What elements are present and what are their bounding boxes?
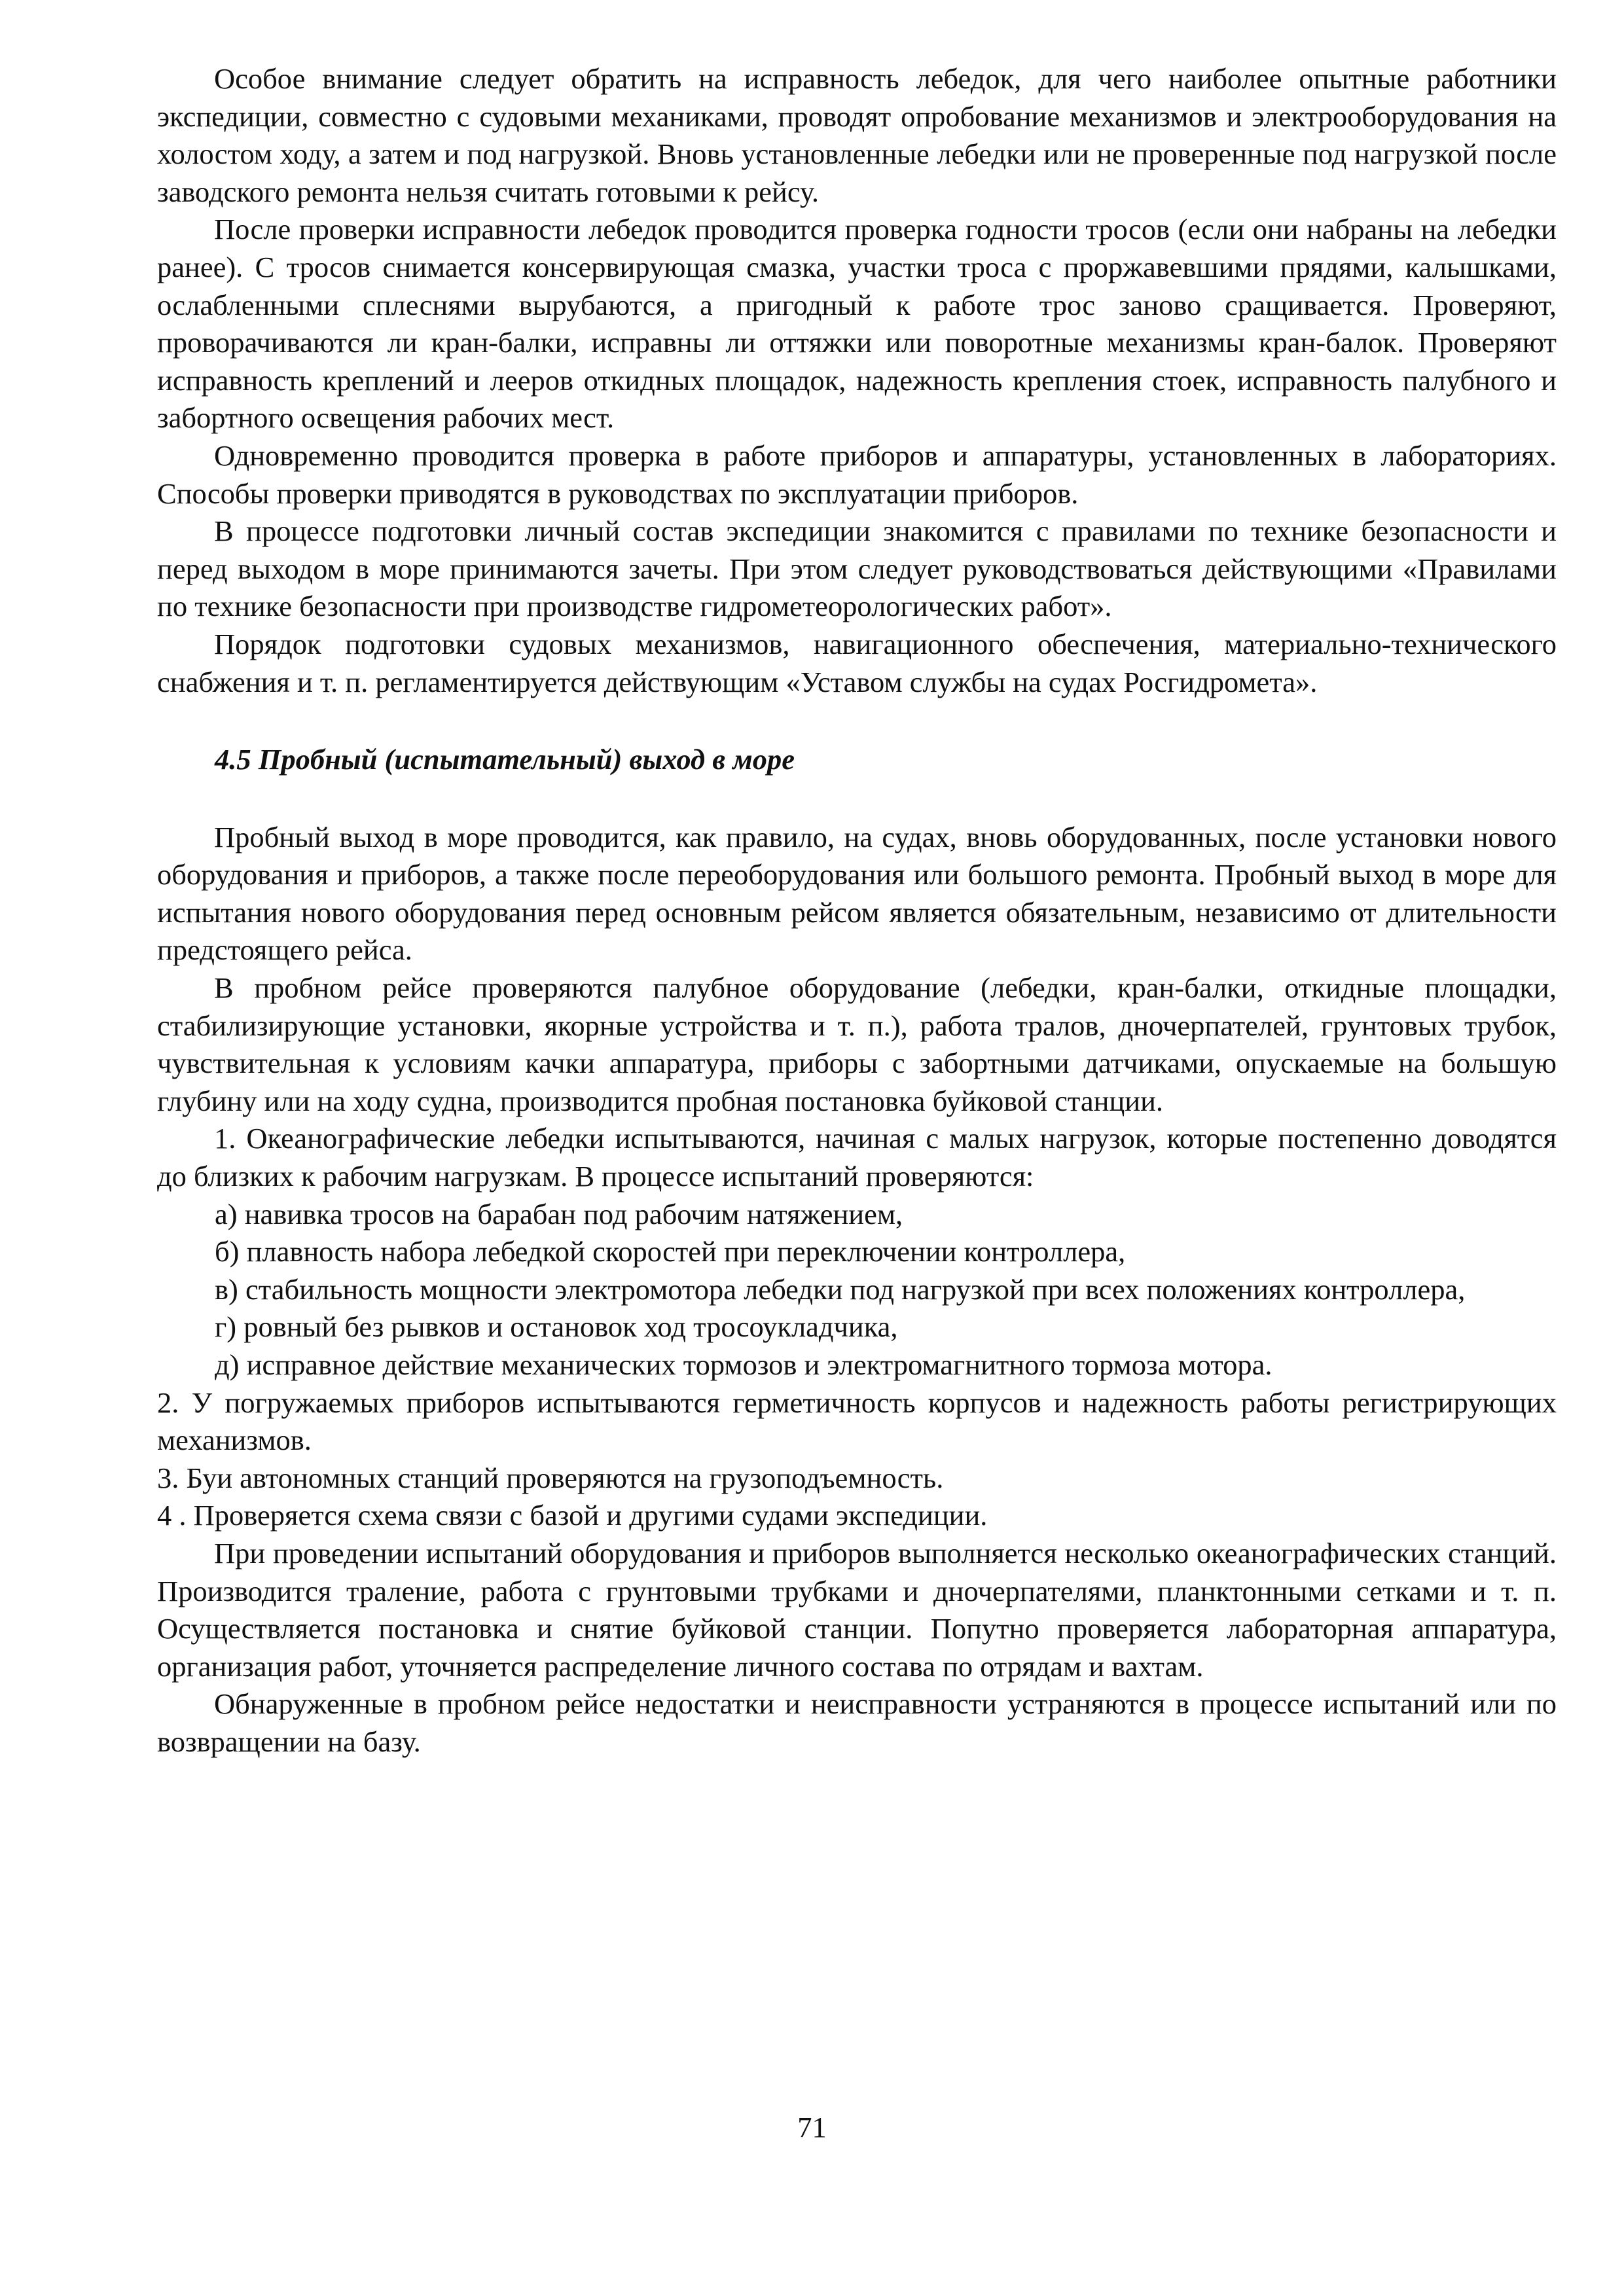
paragraph-trial-checks: В пробном рейсе проверяются палубное оборудование (лебедки, кран-балки, откидные площадки, стабилизирующие установки, якорные устройства и т. п.), работа тралов, дночерпателей, грунтовых трубок, чувствительная к условиям качки аппаратура, приборы с забортными датчиками, опускаемые на большую глубину или на ходу судна, производится пробная постановка буйковой станции. [157, 971, 1557, 1117]
page-number: 71 [797, 2111, 827, 2144]
paragraph-lab-instruments: Одновременно проводится проверка в работе приборов и аппаратуры, установленных в лабораториях. Способы проверки приводятся в руководствах по эксплуатации приборов. [157, 439, 1557, 510]
paragraph-preparation-order: Порядок подготовки судовых механизмов, навигационного обеспечения, материально-технического снабжения и т. п. регламентируется действующим «Уставом службы на судах Росгидромета». [157, 627, 1557, 698]
sub-item-a: а) навивка тросов на барабан под рабочим натяжением, [215, 1197, 903, 1230]
document-page [157, 60, 1557, 1761]
sub-item-g: г) ровный без рывков и остановок ход тросоукладчика, [215, 1310, 898, 1344]
section-heading: 4.5 Пробный (испытательный) выход в море [215, 743, 795, 776]
paragraph-winch-check: Особое внимание следует обратить на исправность лебедок, для чего наиболее опытные работники экспедиции, совместно с судовыми механиками, проводят опробование механизмов и электрооборудования на холостом ходу, а затем и под нагрузкой. Вновь установленные лебедки или не проверенные под нагрузкой после заводского ремонта нельзя считать готовыми к рейсу. [157, 62, 1557, 208]
paragraph-trial-voyage: Пробный выход в море проводится, как правило, на судах, вновь оборудованных, после установки нового оборудования и приборов, а также после переоборудования или большого ремонта. Пробный выход в море для испытания нового оборудования перед основным рейсом является обязательным, независимо от длительности предстоящего рейса. [157, 820, 1557, 967]
numbered-item-3: 3. Буи автономных станций проверяются на грузоподъемность. [157, 1461, 944, 1494]
paragraph-test-stations: При проведении испытаний оборудования и приборов выполняется несколько океанографических станций. Производится траление, работа с грунтовыми трубками и дночерпателями, планктонными сетками и т. п. Осуществляется постановка и снятие буйковой станции. Попутно проверяется лабораторная аппаратура, организация работ, уточняется распределение личного состава по отрядам и вахтам. [157, 1536, 1557, 1683]
paragraph-defects: Обнаруженные в пробном рейсе недостатки и неисправности устраняются в процессе испытаний или по возвращении на базу. [157, 1687, 1557, 1758]
numbered-item-2: 2. У погружаемых приборов испытываются герметичность корпусов и надежность работы регистрирующих механизмов. [157, 1386, 1557, 1457]
sub-item-v: в) стабильность мощности электромотора лебедки под нагрузкой при всех положениях контроллера, [215, 1272, 1466, 1306]
spacer [157, 701, 1557, 741]
numbered-item-4: 4 . Проверяется схема связи с базой и другими судами экспедиции. [157, 1499, 988, 1532]
sub-item-b: б) плавность набора лебедкой скоростей при переключении контроллера, [215, 1235, 1126, 1268]
numbered-item-1: 1. Океанографические лебедки испытываются, начиная с малых нагрузок, которые постепенно доводятся до близких к рабочим нагрузкам. В процессе испытаний проверяются: [157, 1122, 1557, 1193]
spacer [157, 779, 1557, 819]
sub-item-d: д) исправное действие механических тормозов и электромагнитного тормоза мотора. [215, 1348, 1272, 1381]
paragraph-safety-training: В процессе подготовки личный состав экспедиции знакомится с правилами по технике безопасности и перед выходом в море принимаются зачеты. При этом следует руководствоваться действующими «Правилами по технике безопасности при производстве гидрометеорологических работ». [157, 514, 1557, 623]
paragraph-cable-check: После проверки исправности лебедок проводится проверка годности тросов (если они набраны на лебедки ранее). С тросов снимается консервирующая смазка, участки троса с проржавевшими прядями, калышками, ослабленными сплеснями вырубаются, а пригодный к работе трос заново сращивается. Проверяют, проворачиваются ли кран-балки, исправны ли оттяжки или поворотные механизмы кран-балок. Проверяют исправность креплений и лееров откидных площадок, надежность крепления стоек, исправность палубного и забортного освещения рабочих мест. [157, 213, 1557, 435]
